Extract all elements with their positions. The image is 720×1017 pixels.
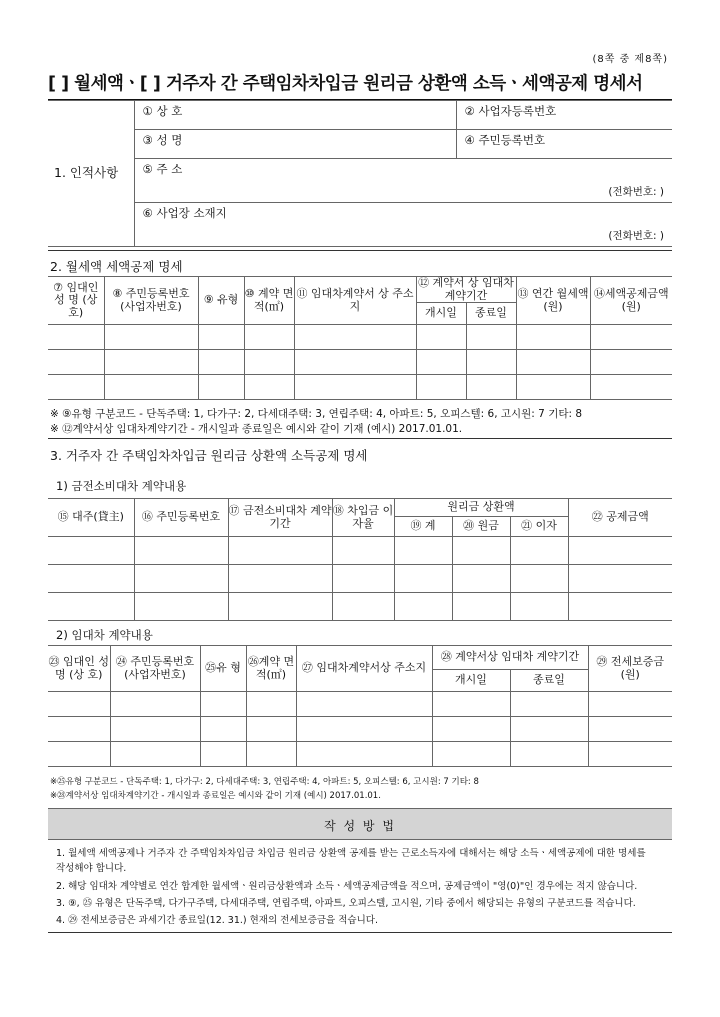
col-lessor-resident-number: ㉔ 주민등록번호 (사업자번호) — [110, 646, 200, 692]
col-lease-area: ㉖계약 면적(㎡) — [246, 646, 296, 692]
col-area: ⑩ 계약 면적(㎡) — [244, 277, 294, 325]
table-row — [48, 565, 672, 593]
bottom-rule — [48, 932, 672, 933]
section3-note-type: ※㉕유형 구분코드 - 단독주택: 1, 다가구: 2, 다세대주택: 3, 연립주택: 4, 아파트: 5, 오피스텔: 6, 고시원: 7 기타: 8 — [50, 777, 479, 787]
instruction-2: 2. 해당 임대차 계약별로 연간 합계한 월세액ㆍ원리금상환액과 소득ㆍ세액공제금액을 적으며, 공제금액이 "영(0)"인 경우에는 적지 않습니다. — [56, 881, 638, 892]
col-end-date: 종료일 — [466, 303, 516, 325]
col-lease-type: ㉕유 형 — [200, 646, 246, 692]
col-deduction-amount: ㉒ 공제금액 — [568, 499, 672, 537]
col-lease-start-date: 개시일 — [432, 670, 510, 692]
field-workplace-label: ⑥ 사업장 소재지 — [142, 206, 227, 220]
instruction-3: 3. ⑨, ㉕ 유형은 단독주택, 다가구주택, 다세대주택, 연립주택, 아파트, 오피스텔, 고시원, 기타 중에서 해당되는 유형의 구분코드를 적습니다. — [56, 898, 636, 909]
table-row — [48, 325, 672, 350]
col-lease-period: ⑫ 계약서 상 임대차 계약기간 — [416, 277, 516, 303]
table-row — [48, 742, 672, 767]
table-row — [48, 375, 672, 400]
personal-info-label: 1. 인적사항 — [48, 101, 134, 247]
field-company-name[interactable]: ① 상 호 — [134, 101, 456, 130]
col-start-date: 개시일 — [416, 303, 466, 325]
field-resident-reg-number[interactable]: ④ 주민등록번호 — [456, 130, 672, 159]
section2-note-type: ※ ⑨유형 구분코드 - 단독주택: 1, 다가구: 2, 다세대주택: 3, 연립주택: 4, 아파트: 5, 오피스텔: 6, 고시원: 7 기타: 8 — [50, 408, 583, 420]
field-name[interactable]: ③ 성 명 — [134, 130, 456, 159]
col-interest: ㉑ 이자 — [510, 517, 568, 537]
col-lease-address: ⑪ 임대차계약서 상 주소지 — [294, 277, 416, 325]
rent-deduction-table — [48, 276, 672, 400]
form-title: [ ] 월세액ㆍ[ ] 거주자 간 주택임차차입금 원리금 상환액 소득ㆍ세액공제 명세서 — [48, 74, 643, 94]
instruction-1: 1. 월세액 세액공제나 거주자 간 주택임차차입금 차입금 원리금 상환액 공제를 받는 근로소득자에 대해서는 해당 소득ㆍ세액공제에 대한 명세를 — [56, 848, 646, 859]
section3-rule — [48, 438, 672, 439]
loan-contract-title: 1) 금전소비대차 계약내용 — [56, 479, 187, 493]
howto-header — [48, 808, 672, 840]
personal-info-table — [48, 100, 672, 247]
col-loan-period: ⑰ 금전소비대차 계약기간 — [228, 499, 332, 537]
col-lease-end-date: 종료일 — [510, 670, 588, 692]
col-repayment-group: 원리금 상환액 — [394, 499, 568, 517]
col-type: ⑨ 유형 — [198, 277, 244, 325]
col-principal: ⑳ 원금 — [452, 517, 510, 537]
instruction-1-cont: 작성해야 합니다. — [56, 863, 127, 874]
field-workplace-address[interactable] — [134, 203, 672, 247]
field-business-reg-number[interactable]: ② 사업자등록번호 — [456, 101, 672, 130]
col-repayment-total: ⑲ 계 — [394, 517, 452, 537]
table-row — [48, 593, 672, 621]
table-row — [48, 717, 672, 742]
workplace-phone: (전화번호: ) — [608, 229, 664, 242]
field-address-label: ⑤ 주 소 — [142, 162, 183, 176]
col-lease-period-2: ㉘ 계약서상 임대차 계약기간 — [432, 646, 588, 670]
col-tax-credit: ⑭세액공제금액 (원) — [590, 277, 672, 325]
table-row — [48, 537, 672, 565]
section3-title: 3. 거주자 간 주택임차차입금 원리금 상환액 소득공제 명세 — [50, 448, 368, 463]
address-phone: (전화번호: ) — [608, 185, 664, 198]
col-annual-rent: ⑬ 연간 월세액(원) — [516, 277, 590, 325]
instruction-4: 4. ㉙ 전세보증금은 과세기간 종료일(12. 31.) 현재의 전세보증금을 적습니다. — [56, 915, 378, 926]
loan-contract-table — [48, 498, 672, 621]
table-row — [48, 350, 672, 375]
col-lender-resident-number: ⑯ 주민등록번호 — [134, 499, 228, 537]
section2-rule — [48, 250, 672, 251]
col-landlord-name: ⑦ 임대인 성 명 (상 호) — [48, 277, 104, 325]
table-row — [48, 692, 672, 717]
howto-title: 작 성 방 법 — [324, 819, 396, 833]
lease-contract-title: 2) 임대차 계약내용 — [56, 628, 153, 642]
section2-title: 2. 월세액 세액공제 명세 — [50, 259, 183, 274]
page-number: (8쪽 중 제8쪽) — [592, 54, 668, 65]
lease-contract-table — [48, 645, 672, 767]
col-interest-rate: ⑱ 차입금 이자율 — [332, 499, 394, 537]
section2-note-period: ※ ⑫계약서상 임대차계약기간 - 개시일과 종료일은 예시와 같이 기재 (예시) 2017.01.01. — [50, 423, 463, 435]
col-lessor-name: ㉓ 임대인 성 명 (상 호) — [48, 646, 110, 692]
section3-note-period: ※㉘계약서상 임대차계약기간 - 개시일과 종료일은 예시와 같이 기재 (예시) 2017.01.01. — [50, 791, 381, 801]
col-lease-address-2: ㉗ 임대차계약서상 주소지 — [296, 646, 432, 692]
col-resident-number: ⑧ 주민등록번호 (사업자번호) — [104, 277, 198, 325]
col-lender: ⑮ 대주(貸主) — [48, 499, 134, 537]
field-address[interactable] — [134, 159, 672, 203]
col-deposit: ㉙ 전세보증금 (원) — [588, 646, 672, 692]
